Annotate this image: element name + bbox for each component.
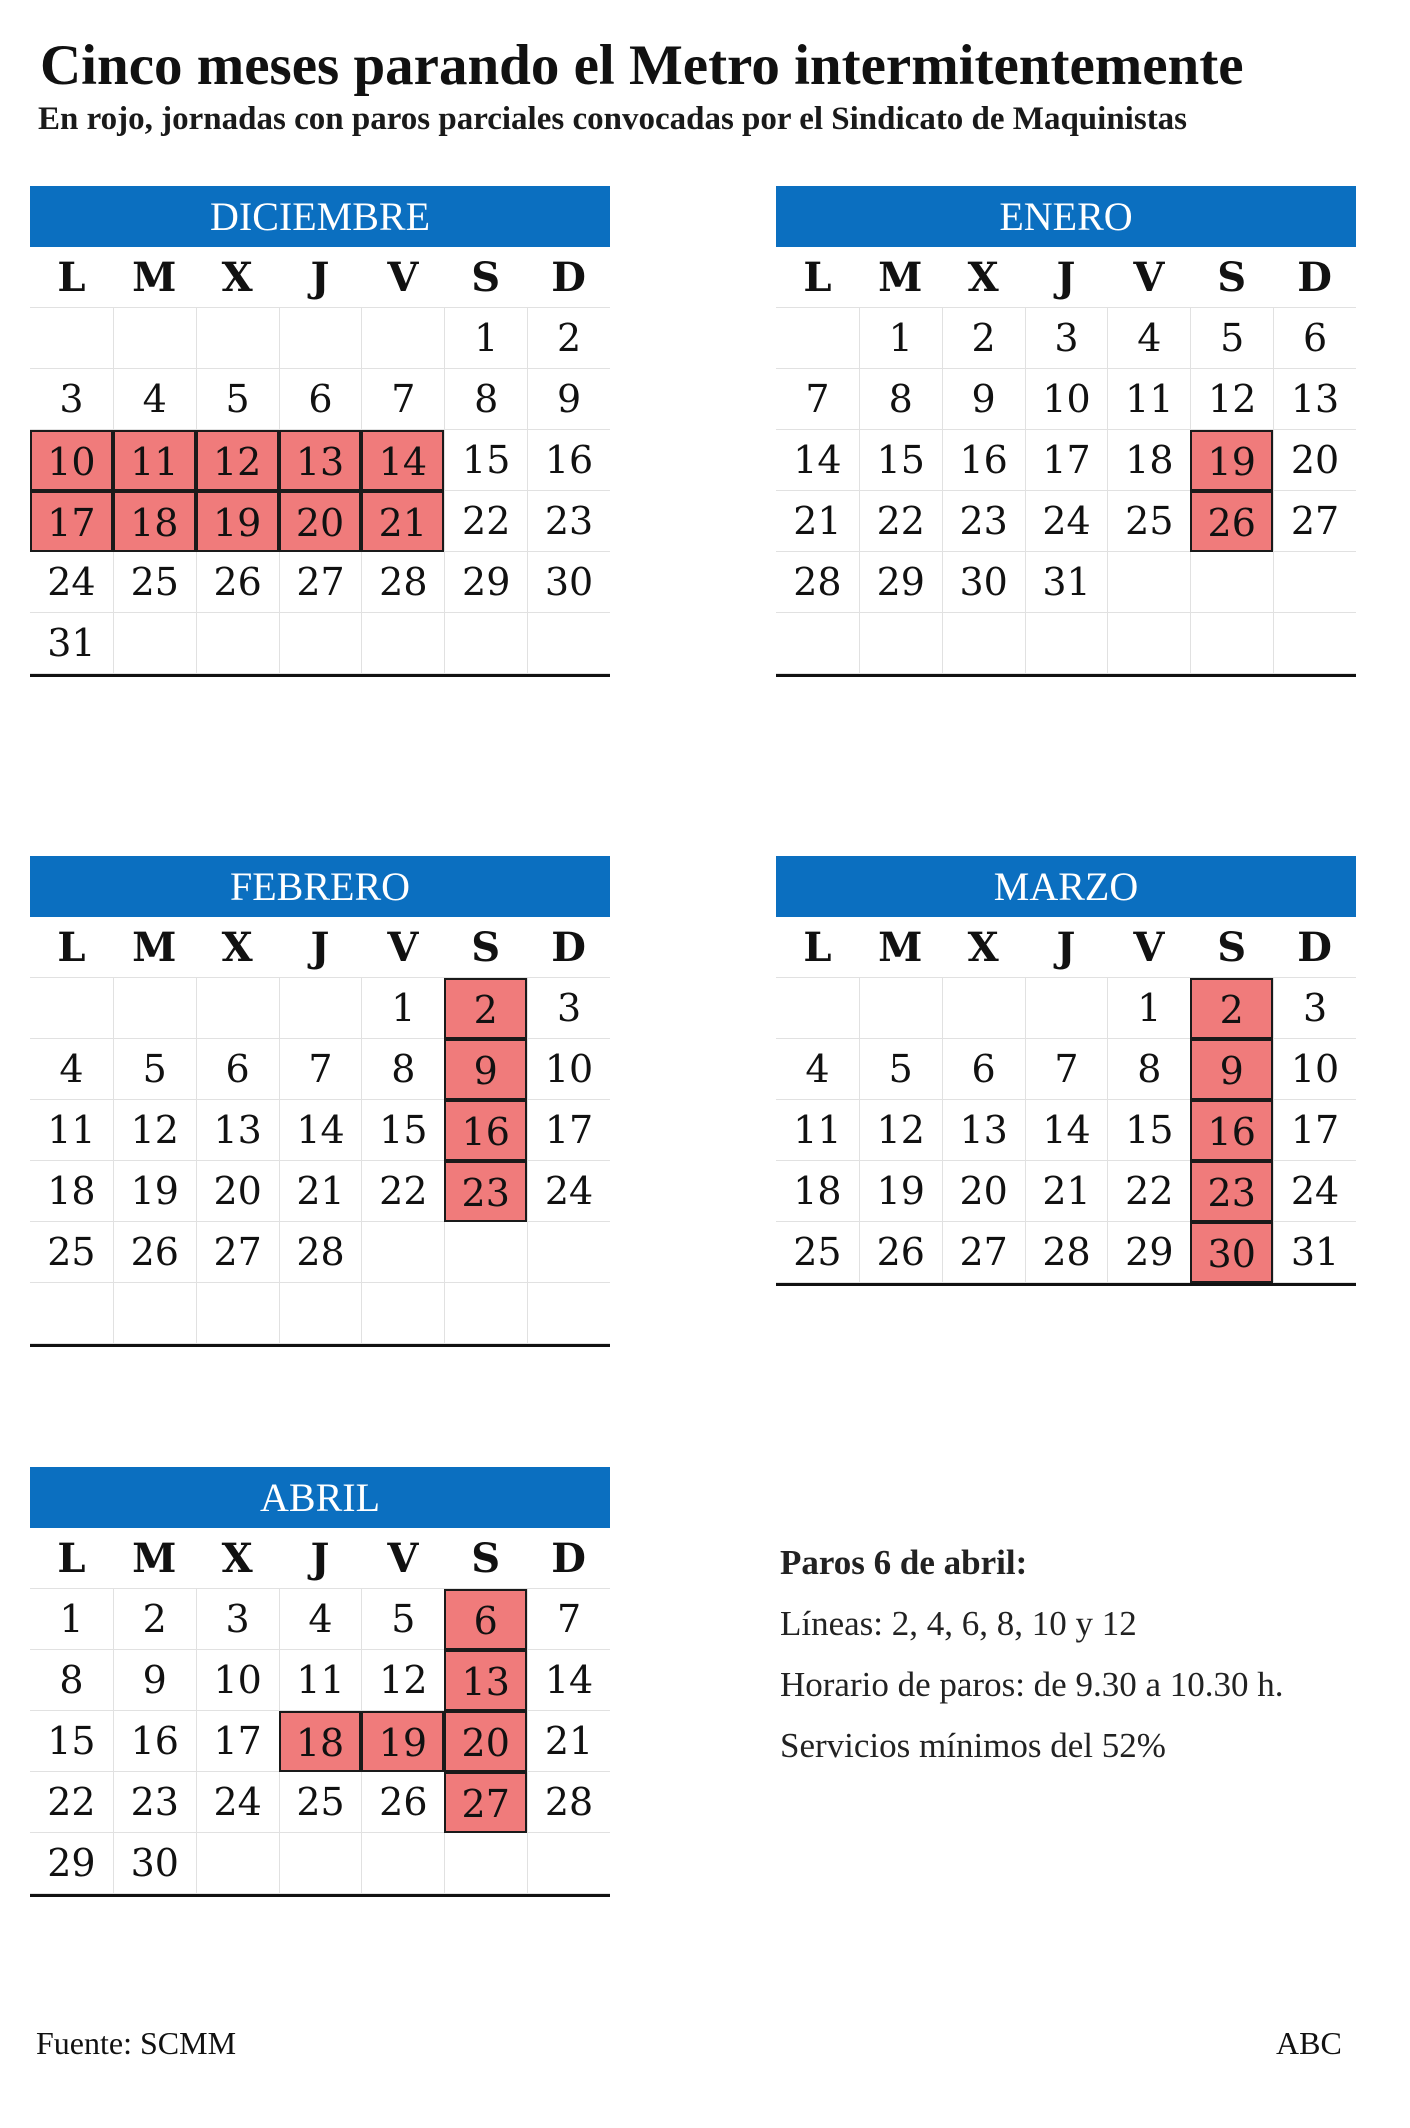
empty-cell xyxy=(1107,613,1190,674)
day-cell: 24 xyxy=(1025,491,1108,552)
day-cell: 22 xyxy=(859,491,942,552)
strike-day: 26 xyxy=(1190,491,1273,552)
calendar-march xyxy=(776,856,1356,1286)
empty-cell xyxy=(361,1283,444,1344)
strike-info xyxy=(780,1532,1390,1776)
weekday-label: V xyxy=(1107,247,1190,308)
day-cell: 15 xyxy=(361,1100,444,1161)
empty-cell xyxy=(279,1283,362,1344)
day-cell: 28 xyxy=(1025,1222,1108,1283)
weekday-label: X xyxy=(196,247,279,308)
strike-day: 16 xyxy=(1190,1100,1273,1161)
day-cell: 17 xyxy=(1273,1100,1356,1161)
month-grid xyxy=(30,917,610,1344)
empty-cell xyxy=(444,1283,527,1344)
weekday-label: V xyxy=(361,917,444,978)
day-cell: 31 xyxy=(1025,552,1108,613)
day-cell: 25 xyxy=(113,552,196,613)
day-cell: 27 xyxy=(1273,491,1356,552)
day-cell: 13 xyxy=(942,1100,1025,1161)
day-cell: 4 xyxy=(1107,308,1190,369)
empty-cell xyxy=(279,978,362,1039)
weekday-label: J xyxy=(1025,917,1108,978)
strike-day: 20 xyxy=(444,1711,527,1772)
empty-cell xyxy=(527,613,610,674)
calendar-january xyxy=(776,186,1356,677)
strike-day: 16 xyxy=(444,1100,527,1161)
empty-cell xyxy=(30,1283,113,1344)
empty-cell xyxy=(196,613,279,674)
empty-cell xyxy=(361,613,444,674)
strike-day: 19 xyxy=(196,491,279,552)
day-cell: 27 xyxy=(942,1222,1025,1283)
weekday-label: M xyxy=(859,917,942,978)
day-cell: 21 xyxy=(527,1711,610,1772)
day-cell: 14 xyxy=(279,1100,362,1161)
page-subtitle: En rojo, jornadas con paros parciales convocadas por el Sindicato de Maquinistas xyxy=(38,101,1188,137)
month-header: MARZO xyxy=(776,856,1356,917)
empty-cell xyxy=(1273,613,1356,674)
empty-cell xyxy=(30,308,113,369)
empty-cell xyxy=(942,613,1025,674)
empty-cell xyxy=(527,1283,610,1344)
day-cell: 28 xyxy=(776,552,859,613)
day-cell: 9 xyxy=(527,369,610,430)
weekday-label: S xyxy=(1190,247,1273,308)
day-cell: 10 xyxy=(527,1039,610,1100)
empty-cell xyxy=(444,1833,527,1894)
month-header: FEBRERO xyxy=(30,856,610,917)
empty-cell xyxy=(444,613,527,674)
month-header: ENERO xyxy=(776,186,1356,247)
weekday-label: M xyxy=(113,247,196,308)
empty-cell xyxy=(776,978,859,1039)
day-cell: 18 xyxy=(776,1161,859,1222)
day-cell: 2 xyxy=(113,1589,196,1650)
weekday-label: S xyxy=(444,247,527,308)
day-cell: 14 xyxy=(1025,1100,1108,1161)
day-cell: 26 xyxy=(361,1772,444,1833)
day-cell: 19 xyxy=(859,1161,942,1222)
day-cell: 11 xyxy=(279,1650,362,1711)
empty-cell xyxy=(1190,613,1273,674)
weekday-label: J xyxy=(1025,247,1108,308)
day-cell: 4 xyxy=(776,1039,859,1100)
empty-cell xyxy=(196,1833,279,1894)
empty-cell xyxy=(776,613,859,674)
day-cell: 5 xyxy=(1190,308,1273,369)
empty-cell xyxy=(113,308,196,369)
month-grid xyxy=(776,917,1356,1283)
day-cell: 4 xyxy=(279,1589,362,1650)
strike-day: 20 xyxy=(279,491,362,552)
day-cell: 10 xyxy=(1025,369,1108,430)
day-cell: 27 xyxy=(196,1222,279,1283)
day-cell: 26 xyxy=(859,1222,942,1283)
day-cell: 1 xyxy=(859,308,942,369)
day-cell: 21 xyxy=(776,491,859,552)
day-cell: 21 xyxy=(1025,1161,1108,1222)
empty-cell xyxy=(361,308,444,369)
empty-cell xyxy=(1273,552,1356,613)
weekday-label: V xyxy=(1107,917,1190,978)
day-cell: 26 xyxy=(196,552,279,613)
weekday-label: M xyxy=(859,247,942,308)
weekday-label: X xyxy=(942,917,1025,978)
strike-day: 23 xyxy=(444,1161,527,1222)
day-cell: 16 xyxy=(527,430,610,491)
weekday-label: L xyxy=(30,917,113,978)
day-cell: 29 xyxy=(1107,1222,1190,1283)
month-grid xyxy=(30,247,610,674)
month-grid xyxy=(30,1528,610,1894)
day-cell: 16 xyxy=(113,1711,196,1772)
day-cell: 24 xyxy=(196,1772,279,1833)
weekday-label: S xyxy=(444,1528,527,1589)
strike-day: 27 xyxy=(444,1772,527,1833)
weekday-label: X xyxy=(196,1528,279,1589)
day-cell: 22 xyxy=(30,1772,113,1833)
empty-cell xyxy=(361,1833,444,1894)
brand-credit: ABC xyxy=(1276,2025,1342,2061)
day-cell: 28 xyxy=(361,552,444,613)
weekday-label: D xyxy=(527,247,610,308)
empty-cell xyxy=(859,613,942,674)
day-cell: 22 xyxy=(1107,1161,1190,1222)
day-cell: 14 xyxy=(776,430,859,491)
empty-cell xyxy=(1025,613,1108,674)
day-cell: 10 xyxy=(196,1650,279,1711)
day-cell: 9 xyxy=(113,1650,196,1711)
calendar-bottom-rule xyxy=(776,674,1356,677)
day-cell: 3 xyxy=(196,1589,279,1650)
day-cell: 24 xyxy=(1273,1161,1356,1222)
weekday-label: J xyxy=(279,247,362,308)
day-cell: 6 xyxy=(279,369,362,430)
day-cell: 29 xyxy=(859,552,942,613)
day-cell: 7 xyxy=(1025,1039,1108,1100)
day-cell: 7 xyxy=(527,1589,610,1650)
day-cell: 20 xyxy=(196,1161,279,1222)
day-cell: 5 xyxy=(196,369,279,430)
day-cell: 9 xyxy=(942,369,1025,430)
day-cell: 31 xyxy=(30,613,113,674)
day-cell: 7 xyxy=(776,369,859,430)
calendar-february xyxy=(30,856,610,1347)
empty-cell xyxy=(859,978,942,1039)
day-cell: 18 xyxy=(30,1161,113,1222)
empty-cell xyxy=(1107,552,1190,613)
empty-cell xyxy=(196,978,279,1039)
day-cell: 13 xyxy=(196,1100,279,1161)
day-cell: 6 xyxy=(942,1039,1025,1100)
empty-cell xyxy=(279,308,362,369)
day-cell: 1 xyxy=(444,308,527,369)
strike-day: 2 xyxy=(444,978,527,1039)
day-cell: 11 xyxy=(30,1100,113,1161)
empty-cell xyxy=(30,978,113,1039)
day-cell: 12 xyxy=(859,1100,942,1161)
strike-day: 17 xyxy=(30,491,113,552)
day-cell: 20 xyxy=(942,1161,1025,1222)
day-cell: 8 xyxy=(444,369,527,430)
day-cell: 5 xyxy=(113,1039,196,1100)
empty-cell xyxy=(527,1833,610,1894)
day-cell: 10 xyxy=(1273,1039,1356,1100)
strike-day: 10 xyxy=(30,430,113,491)
day-cell: 15 xyxy=(1107,1100,1190,1161)
empty-cell xyxy=(279,613,362,674)
day-cell: 7 xyxy=(279,1039,362,1100)
page-title: Cinco meses parando el Metro intermitentemente xyxy=(40,34,1244,97)
weekday-label: L xyxy=(776,917,859,978)
weekday-label: S xyxy=(444,917,527,978)
strike-day: 19 xyxy=(361,1711,444,1772)
weekday-label: D xyxy=(527,1528,610,1589)
strike-day: 14 xyxy=(361,430,444,491)
weekday-label: J xyxy=(279,1528,362,1589)
day-cell: 21 xyxy=(279,1161,362,1222)
day-cell: 22 xyxy=(361,1161,444,1222)
day-cell: 19 xyxy=(113,1161,196,1222)
weekday-label: X xyxy=(196,917,279,978)
day-cell: 4 xyxy=(113,369,196,430)
calendar-april xyxy=(30,1467,610,1897)
day-cell: 31 xyxy=(1273,1222,1356,1283)
info-lines: Líneas: 2, 4, 6, 8, 10 y 12 xyxy=(780,1604,1137,1643)
day-cell: 15 xyxy=(30,1711,113,1772)
info-heading: Paros 6 de abril: xyxy=(780,1543,1028,1582)
day-cell: 5 xyxy=(859,1039,942,1100)
empty-cell xyxy=(279,1833,362,1894)
day-cell: 23 xyxy=(113,1772,196,1833)
day-cell: 1 xyxy=(30,1589,113,1650)
strike-day: 30 xyxy=(1190,1222,1273,1283)
weekday-label: L xyxy=(776,247,859,308)
calendar-bottom-rule xyxy=(30,674,610,677)
strike-day: 9 xyxy=(444,1039,527,1100)
day-cell: 15 xyxy=(859,430,942,491)
strike-day: 6 xyxy=(444,1589,527,1650)
day-cell: 2 xyxy=(942,308,1025,369)
weekday-label: D xyxy=(1273,247,1356,308)
day-cell: 6 xyxy=(1273,308,1356,369)
empty-cell xyxy=(527,1222,610,1283)
weekday-label: X xyxy=(942,247,1025,308)
day-cell: 14 xyxy=(527,1650,610,1711)
info-services: Servicios mínimos del 52% xyxy=(780,1726,1166,1765)
month-header: DICIEMBRE xyxy=(30,186,610,247)
strike-day: 12 xyxy=(196,430,279,491)
day-cell: 23 xyxy=(942,491,1025,552)
day-cell: 1 xyxy=(1107,978,1190,1039)
day-cell: 3 xyxy=(1273,978,1356,1039)
day-cell: 12 xyxy=(1190,369,1273,430)
empty-cell xyxy=(113,978,196,1039)
day-cell: 25 xyxy=(279,1772,362,1833)
day-cell: 11 xyxy=(1107,369,1190,430)
day-cell: 12 xyxy=(361,1650,444,1711)
info-schedule: Horario de paros: de 9.30 a 10.30 h. xyxy=(780,1665,1284,1704)
day-cell: 12 xyxy=(113,1100,196,1161)
day-cell: 8 xyxy=(30,1650,113,1711)
day-cell: 18 xyxy=(1107,430,1190,491)
day-cell: 13 xyxy=(1273,369,1356,430)
weekday-label: L xyxy=(30,247,113,308)
month-header: ABRIL xyxy=(30,1467,610,1528)
empty-cell xyxy=(1190,552,1273,613)
strike-day: 19 xyxy=(1190,430,1273,491)
day-cell: 3 xyxy=(527,978,610,1039)
empty-cell xyxy=(776,308,859,369)
source-credit: Fuente: SCMM xyxy=(36,2025,237,2061)
day-cell: 30 xyxy=(113,1833,196,1894)
day-cell: 25 xyxy=(30,1222,113,1283)
day-cell: 8 xyxy=(1107,1039,1190,1100)
calendar-bottom-rule xyxy=(30,1344,610,1347)
empty-cell xyxy=(196,1283,279,1344)
empty-cell xyxy=(113,1283,196,1344)
day-cell: 20 xyxy=(1273,430,1356,491)
weekday-label: D xyxy=(527,917,610,978)
day-cell: 28 xyxy=(279,1222,362,1283)
day-cell: 17 xyxy=(527,1100,610,1161)
day-cell: 27 xyxy=(279,552,362,613)
empty-cell xyxy=(113,613,196,674)
empty-cell xyxy=(444,1222,527,1283)
weekday-label: L xyxy=(30,1528,113,1589)
day-cell: 8 xyxy=(859,369,942,430)
day-cell: 1 xyxy=(361,978,444,1039)
day-cell: 17 xyxy=(1025,430,1108,491)
day-cell: 24 xyxy=(30,552,113,613)
day-cell: 17 xyxy=(196,1711,279,1772)
day-cell: 26 xyxy=(113,1222,196,1283)
day-cell: 29 xyxy=(30,1833,113,1894)
day-cell: 28 xyxy=(527,1772,610,1833)
strike-day: 23 xyxy=(1190,1161,1273,1222)
empty-cell xyxy=(361,1222,444,1283)
day-cell: 3 xyxy=(1025,308,1108,369)
strike-day: 9 xyxy=(1190,1039,1273,1100)
day-cell: 5 xyxy=(361,1589,444,1650)
strike-day: 13 xyxy=(279,430,362,491)
strike-day: 18 xyxy=(279,1711,362,1772)
weekday-label: M xyxy=(113,917,196,978)
weekday-label: V xyxy=(361,1528,444,1589)
strike-day: 2 xyxy=(1190,978,1273,1039)
weekday-label: S xyxy=(1190,917,1273,978)
calendar-december xyxy=(30,186,610,677)
empty-cell xyxy=(942,978,1025,1039)
day-cell: 30 xyxy=(942,552,1025,613)
day-cell: 3 xyxy=(30,369,113,430)
day-cell: 30 xyxy=(527,552,610,613)
day-cell: 25 xyxy=(776,1222,859,1283)
month-grid xyxy=(776,247,1356,674)
calendar-bottom-rule xyxy=(30,1894,610,1897)
strike-day: 13 xyxy=(444,1650,527,1711)
empty-cell xyxy=(1025,978,1108,1039)
day-cell: 24 xyxy=(527,1161,610,1222)
empty-cell xyxy=(196,308,279,369)
weekday-label: V xyxy=(361,247,444,308)
strike-day: 11 xyxy=(113,430,196,491)
day-cell: 15 xyxy=(444,430,527,491)
weekday-label: D xyxy=(1273,917,1356,978)
day-cell: 22 xyxy=(444,491,527,552)
weekday-label: M xyxy=(113,1528,196,1589)
calendar-bottom-rule xyxy=(776,1283,1356,1286)
day-cell: 23 xyxy=(527,491,610,552)
day-cell: 29 xyxy=(444,552,527,613)
day-cell: 8 xyxy=(361,1039,444,1100)
day-cell: 16 xyxy=(942,430,1025,491)
strike-day: 18 xyxy=(113,491,196,552)
weekday-label: J xyxy=(279,917,362,978)
strike-day: 21 xyxy=(361,491,444,552)
day-cell: 25 xyxy=(1107,491,1190,552)
day-cell: 6 xyxy=(196,1039,279,1100)
day-cell: 2 xyxy=(527,308,610,369)
day-cell: 11 xyxy=(776,1100,859,1161)
day-cell: 4 xyxy=(30,1039,113,1100)
day-cell: 7 xyxy=(361,369,444,430)
